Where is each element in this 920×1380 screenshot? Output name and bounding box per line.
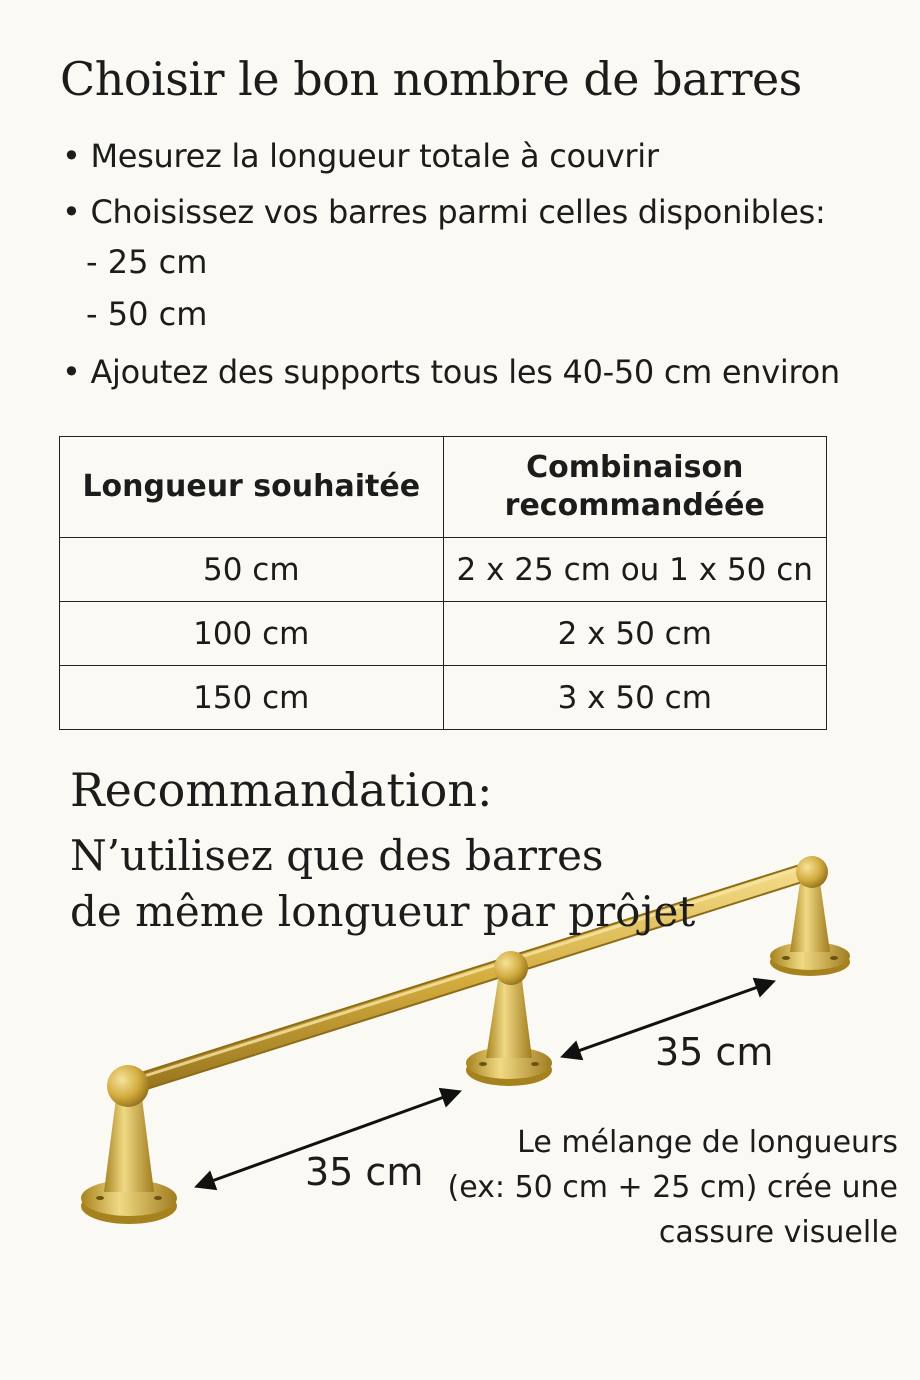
table-row <box>60 538 827 602</box>
cell-length: 100 cm <box>60 602 444 666</box>
cell-length: 50 cm <box>60 538 444 602</box>
cell-length: 150 cm <box>60 666 444 730</box>
page-title: Choisir le bon nombre de barres <box>60 52 802 106</box>
dimension-label-right: 35 cm <box>655 1030 774 1074</box>
recommendation-text: N’utilisez que des barres de même longueur par prôjet <box>70 831 696 936</box>
option-25cm: - 25 cm <box>86 243 208 281</box>
header-length: Longueur souhaitée <box>60 437 444 538</box>
support-left <box>81 1065 177 1224</box>
header-combination: Combinaison recommandéée <box>443 437 827 538</box>
mixing-note: Le mélange de longueurs (ex: 50 cm + 25 cm) crée une cassure visuelle <box>447 1125 898 1250</box>
cell-combination: 2 x 25 cm ou 1 x 50 cn <box>443 538 827 602</box>
step-choose: • Choisissez vos barres parmi celles disponibles: <box>62 193 826 231</box>
step-supports: • Ajoutez des supports tous les 40-50 cm environ <box>62 353 840 391</box>
dimension-label-left: 35 cm <box>305 1150 424 1194</box>
table-header-row <box>60 437 827 538</box>
recommendation-heading: Recommandation: <box>70 763 493 817</box>
dimension-arrow-left <box>198 1092 458 1186</box>
dimension-arrow-right <box>564 982 772 1056</box>
option-50cm: - 50 cm <box>86 295 208 333</box>
instructions-list <box>62 132 912 396</box>
cell-combination: 3 x 50 cm <box>443 666 827 730</box>
step-measure: • Mesurez la longueur totale à couvrir <box>62 137 659 175</box>
cell-combination: 2 x 50 cm <box>443 602 827 666</box>
table-row <box>60 666 827 730</box>
combination-table <box>59 436 827 730</box>
table-row <box>60 602 827 666</box>
